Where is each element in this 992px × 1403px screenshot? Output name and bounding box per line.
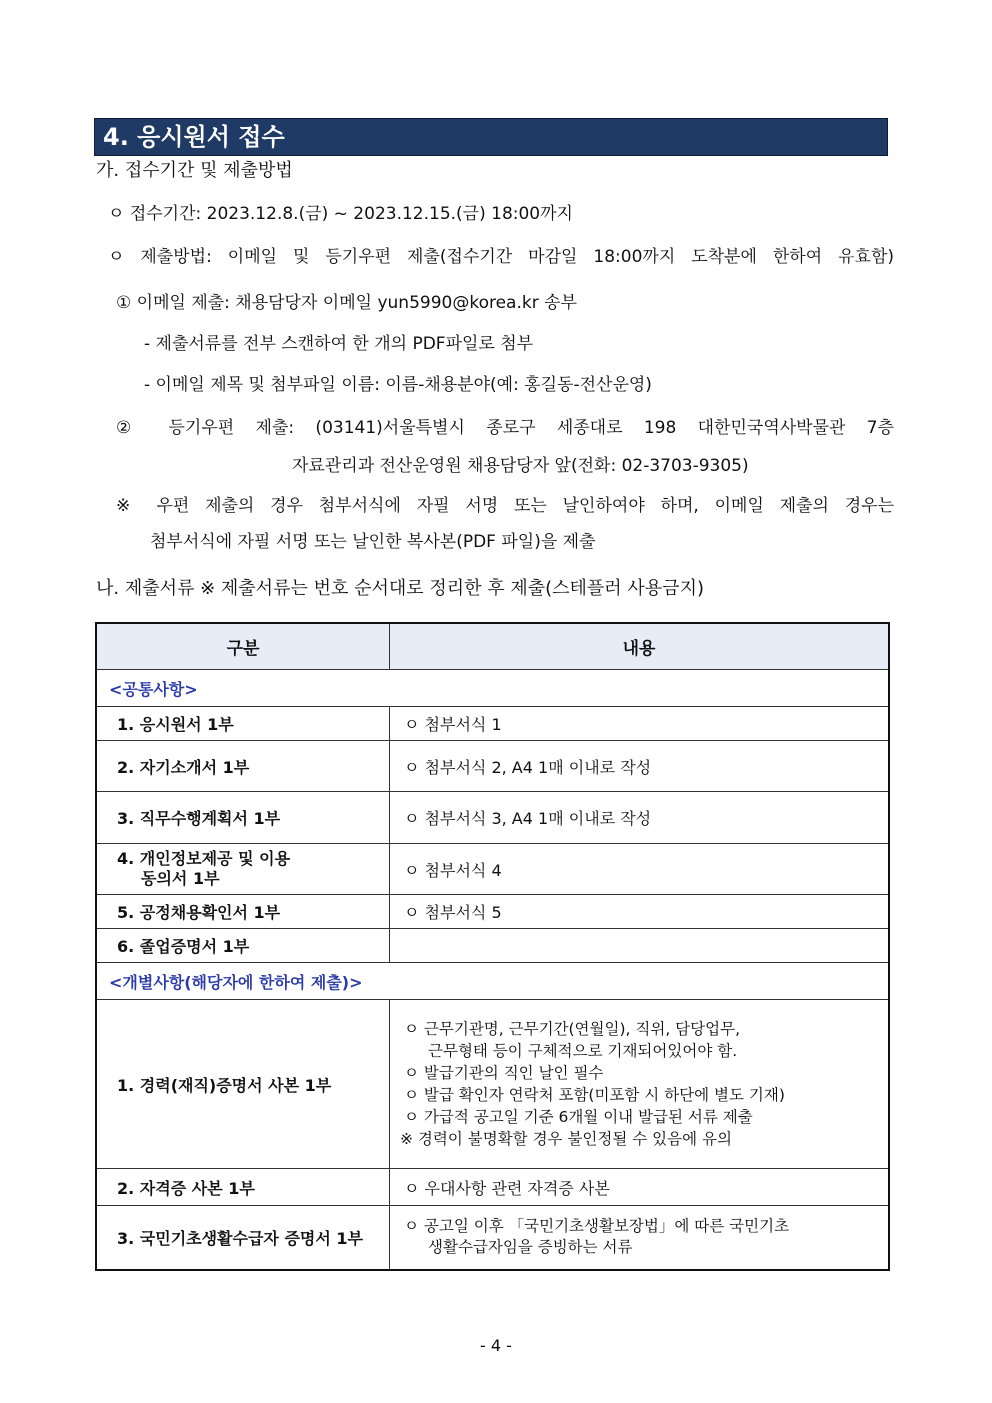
column-header-content: 내용 [390, 623, 890, 670]
individual-section-row [96, 963, 889, 1000]
row-content [390, 1206, 890, 1270]
email-sub-line-1: - 제출서류를 전부 스캔하여 한 개의 PDF파일로 첨부 [144, 334, 534, 354]
common-section-label: <공통사항> [96, 670, 889, 707]
period-line: ㅇ 접수기간: 2023.12.8.(금) ~ 2023.12.15.(금) 18:00까지 [108, 204, 573, 224]
row-name: 5. 공정채용확인서 1부 [96, 895, 390, 929]
row-name-line-1: 4. 개인정보제공 및 이용 [117, 849, 291, 868]
individual-section-label: <개별사항(해당자에 한하여 제출)> [96, 963, 889, 1000]
content-line: ㅇ 공고일 이후 「국민기초생활보장법」에 따른 국민기초 [404, 1217, 790, 1236]
page-number: - 4 - [480, 1336, 512, 1355]
row-name: 1. 경력(재직)증명서 사본 1부 [96, 1000, 390, 1169]
subsection-heading-ga: 가. 접수기간 및 제출방법 [96, 160, 293, 181]
table-row [96, 1000, 889, 1169]
common-section-row [96, 670, 889, 707]
email-line: ① 이메일 제출: 채용담당자 이메일 yun5990@korea.kr 송부 [116, 293, 577, 313]
content-line: 생활수급자임을 증빙하는 서류 [428, 1238, 633, 1257]
row-content [390, 929, 890, 963]
email-sub-line-2: - 이메일 제목 및 첨부파일 이름: 이름-채용분야(예: 홍길동-전산운영) [144, 375, 652, 395]
row-name: 6. 졸업증명서 1부 [96, 929, 390, 963]
table-row [96, 707, 889, 741]
post-line-1: ② 등기우편 제출: (03141)서울특별시 종로구 세종대로 198 대한민국역사박물관 7층 [116, 418, 894, 438]
row-name [96, 844, 390, 895]
row-content: ㅇ 첨부서식 1 [390, 707, 890, 741]
row-name: 2. 자기소개서 1부 [96, 741, 390, 792]
content-line: 근무형태 등이 구체적으로 기재되어있어야 함. [428, 1042, 738, 1060]
table-row [96, 792, 889, 844]
table-header-row [96, 623, 889, 670]
subsection-heading-na: 나. 제출서류 ※ 제출서류는 번호 순서대로 정리한 후 제출(스테플러 사용금지) [96, 578, 704, 599]
note-line-1: ※ 우편 제출의 경우 첨부서식에 자필 서명 또는 날인하여야 하며, 이메일 제출의 경우는 [116, 496, 894, 516]
table-row [96, 895, 889, 929]
row-content: ㅇ 첨부서식 3, A4 1매 이내로 작성 [390, 792, 890, 844]
table-row [96, 1169, 889, 1206]
row-name: 1. 응시원서 1부 [96, 707, 390, 741]
row-content: ㅇ 우대사항 관련 자격증 사본 [390, 1169, 890, 1206]
content-line: ㅇ 발급 확인자 연락처 포함(미포함 시 하단에 별도 기재) [404, 1086, 785, 1104]
row-name: 3. 직무수행계획서 1부 [96, 792, 390, 844]
content-line: ㅇ 발급기관의 직인 날인 필수 [404, 1064, 604, 1082]
table-row [96, 741, 889, 792]
table-row [96, 844, 889, 895]
method-line: ㅇ 제출방법: 이메일 및 등기우편 제출(접수기간 마감일 18:00까지 도착분에 한하여 유효함) [108, 247, 894, 267]
documents-table [95, 622, 890, 1271]
column-header-category: 구분 [96, 623, 390, 670]
row-name: 3. 국민기초생활수급자 증명서 1부 [96, 1206, 390, 1270]
row-content: ㅇ 첨부서식 5 [390, 895, 890, 929]
table-row [96, 929, 889, 963]
content-line: ※ 경력이 불명확할 경우 불인정될 수 있음에 유의 [400, 1130, 732, 1148]
row-name-line-2: 동의서 1부 [141, 869, 220, 888]
row-content: ㅇ 첨부서식 2, A4 1매 이내로 작성 [390, 741, 890, 792]
content-line: ㅇ 가급적 공고일 기준 6개월 이내 발급된 서류 제출 [404, 1108, 753, 1126]
row-content [390, 1000, 890, 1169]
content-line: ㅇ 근무기관명, 근무기간(연월일), 직위, 담당업무, [404, 1020, 740, 1038]
row-name: 2. 자격증 사본 1부 [96, 1169, 390, 1206]
section-title: 4. 응시원서 접수 [94, 118, 888, 156]
row-content: ㅇ 첨부서식 4 [390, 844, 890, 895]
post-line-2: 자료관리과 전산운영원 채용담당자 앞(전화: 02-3703-9305) [292, 456, 749, 476]
table-row [96, 1206, 889, 1270]
note-line-2: 첨부서식에 자필 서명 또는 날인한 복사본(PDF 파일)을 제출 [150, 532, 596, 552]
